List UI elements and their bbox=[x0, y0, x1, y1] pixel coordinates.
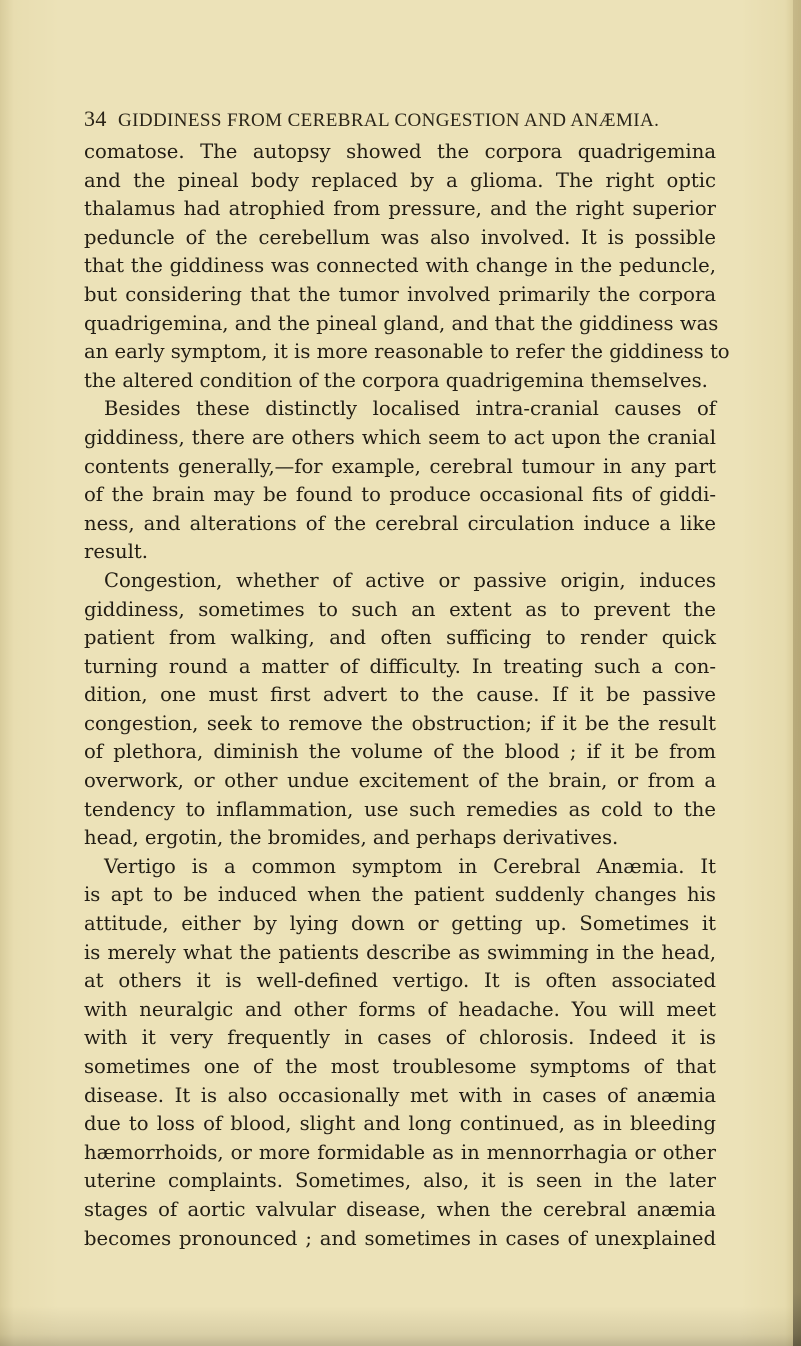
text-line: of the brain may be found to produce occasional fits of giddi- bbox=[84, 483, 716, 507]
text-line: congestion, seek to remove the obstruction; if it be the result bbox=[84, 711, 716, 735]
text-line: disease. It is also occasionally met with in cases of anæmia bbox=[84, 1083, 716, 1107]
page-edge-shadow bbox=[793, 0, 801, 1346]
running-header bbox=[84, 106, 704, 132]
page-number: 34 bbox=[84, 106, 107, 131]
text-line: peduncle of the cerebellum was also involved. It is possible bbox=[84, 225, 716, 249]
text-line: quadrigemina, and the pineal gland, and that the giddiness was bbox=[84, 311, 719, 335]
text-line: giddiness, sometimes to such an extent as to prevent the bbox=[84, 597, 716, 621]
text-line: giddiness, there are others which seem to act upon the cranial bbox=[84, 425, 716, 449]
text-line: sometimes one of the most troublesome symptoms of that bbox=[84, 1055, 716, 1078]
text-line: an early symptom, it is more reasonable to refer the giddiness to bbox=[84, 340, 730, 364]
text-line: with it very frequently in cases of chlorosis. Indeed it is bbox=[84, 1026, 716, 1050]
text-line: Besides these distinctly localised intra-cranial causes of bbox=[104, 397, 716, 421]
text-line: overwork, or other undue excitement of the brain, or from a bbox=[84, 769, 716, 793]
text-line: of plethora, diminish the volume of the blood ; if it be from bbox=[84, 740, 716, 764]
page-bottom-shadow bbox=[0, 1306, 801, 1346]
body-text bbox=[84, 138, 730, 1253]
text-line: comatose. The autopsy showed the corpora quadrigemina bbox=[84, 140, 716, 163]
text-line: turning round a matter of difficulty. In treating such a con- bbox=[84, 654, 716, 678]
text-line: contents generally,—for example, cerebral tumour in any part bbox=[84, 454, 716, 478]
text-line: is apt to be induced when the patient suddenly changes his bbox=[84, 883, 716, 907]
text-line: dition, one must first advert to the cause. If it be passive bbox=[84, 683, 716, 707]
running-title: GIDDINESS FROM CEREBRAL CONGESTION AND ANÆMIA. bbox=[117, 110, 660, 131]
text-line: due to loss of blood, slight and long continued, as in bleeding bbox=[84, 1112, 716, 1136]
text-line: hæmorrhoids, or more formidable as in mennorrhagia or other bbox=[84, 1140, 716, 1164]
text-line: uterine complaints. Sometimes, also, it is seen in the later bbox=[84, 1169, 716, 1193]
text-line: with neuralgic and other forms of headache. You will meet bbox=[84, 997, 716, 1021]
text-line: that the giddiness was connected with change in the peduncle, bbox=[84, 254, 716, 278]
text-line: the altered condition of the corpora quadrigemina themselves. bbox=[84, 368, 708, 392]
text-line: is merely what the patients describe as swimming in the head, bbox=[84, 940, 716, 964]
text-line: but considering that the tumor involved primarily the corpora bbox=[84, 282, 716, 306]
text-line: at others it is well-defined vertigo. It is often associated bbox=[84, 969, 716, 993]
text-line: and the pineal body replaced by a glioma. The right optic bbox=[84, 168, 716, 192]
text-line: tendency to inflammation, use such remedies as cold to the bbox=[84, 797, 716, 821]
text-line: attitude, either by lying down or getting up. Sometimes it bbox=[84, 912, 716, 936]
text-line: result. bbox=[84, 540, 149, 564]
text-line: thalamus had atrophied from pressure, and the right superior bbox=[84, 197, 716, 221]
text-line: stages of aortic valvular disease, when the cerebral anæmia bbox=[84, 1197, 716, 1221]
text-line: becomes pronounced ; and sometimes in cases of unexplained bbox=[84, 1226, 716, 1250]
text-line: patient from walking, and often sufficing to render quick bbox=[84, 626, 716, 650]
text-line: head, ergotin, the bromides, and perhaps derivatives. bbox=[84, 826, 619, 850]
text-line: Vertigo is a common symptom in Cerebral Anæmia. It bbox=[104, 854, 716, 878]
text-line: Congestion, whether of active or passive origin, induces bbox=[104, 568, 716, 592]
text-line: ness, and alterations of the cerebral circulation induce a like bbox=[84, 511, 716, 535]
